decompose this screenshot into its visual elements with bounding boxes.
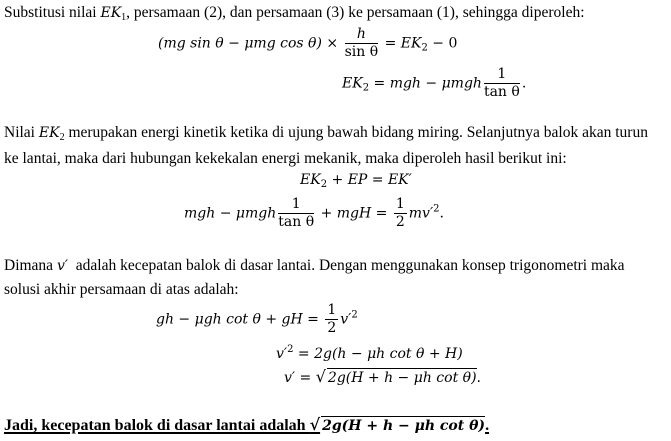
denominator: 2	[327, 320, 337, 336]
subscript: 2	[362, 82, 370, 94]
numerator: h	[345, 26, 379, 44]
denominator: 2	[395, 214, 405, 230]
denominator: tan θ	[278, 214, 315, 230]
equation-2	[342, 66, 526, 101]
paragraph-dimana-line2: solusi akhir persamaan di atas adalah:	[4, 281, 239, 298]
numerator: 1	[484, 66, 520, 84]
var-v-prime: v′	[56, 258, 69, 274]
equation-5	[156, 302, 358, 337]
eq-lhs: (mg sin θ − μmg cos θ) ×	[158, 35, 343, 52]
superscript: 2	[433, 203, 440, 215]
equation-1	[158, 26, 457, 61]
eq-rhs: = 2g(h − μh cot θ + H)	[293, 346, 463, 362]
fraction	[345, 26, 379, 61]
radicand: 2g(H + h − μh cot θ)	[322, 418, 486, 434]
conclusion	[4, 416, 489, 435]
superscript: 2	[351, 309, 358, 321]
subscript: 2	[320, 179, 328, 190]
text: Nilai	[4, 124, 39, 141]
text: , persamaan (2), dan persamaan (3) ke persamaan (1), sehingga diperoleh:	[126, 4, 585, 21]
fraction	[278, 196, 314, 231]
eq-lhs: gh − μgh cot θ + gH =	[156, 311, 324, 328]
text: Substitusi nilai	[4, 4, 101, 21]
fraction	[394, 196, 407, 231]
subscript: 2	[59, 132, 65, 143]
radicand: 2g(H + h − μh cot θ)	[327, 370, 477, 386]
text: adalah kecepatan balok di dasar lantai. Dengan menggunakan konsep trigonometri maka	[68, 257, 625, 274]
equation-3	[300, 171, 412, 194]
paragraph-substitution	[4, 4, 585, 27]
eq-rhs: = EK	[380, 35, 422, 52]
eq-lhs: EK	[300, 172, 321, 188]
paragraph-ek2-line2: ke lantai, maka dari hubungan kekekalan energi mekanik, maka diperoleh hasil berikut ini:	[4, 150, 567, 167]
period: .	[476, 370, 481, 386]
text: merupakan energi kinetik ketika di ujung bawah bidang miring. Selanjutnya balok akan turun	[64, 124, 648, 141]
equation-6	[276, 341, 463, 363]
eq-lhs: mgh − μmgh	[184, 205, 277, 222]
fraction	[325, 302, 338, 337]
eq-lhs: EK	[342, 75, 363, 92]
conclusion-text: Jadi, kecepatan balok di dasar lantai adalah	[4, 417, 310, 434]
equation-4	[184, 196, 444, 231]
eq-mid: + mgH =	[316, 205, 392, 222]
text: Dimana	[4, 257, 57, 274]
sqrt-icon: √	[315, 367, 326, 386]
numerator: 1	[395, 196, 405, 212]
period: .	[439, 205, 444, 222]
denominator: sin θ	[344, 44, 379, 60]
paragraph-dimana-line1	[4, 257, 625, 275]
var-ek: EK	[100, 5, 122, 21]
denominator: tan θ	[483, 84, 520, 100]
period: .	[485, 417, 490, 434]
numerator: 1	[327, 302, 337, 318]
eq-rhs: = mgh − μmgh	[369, 75, 482, 92]
fraction	[484, 66, 520, 101]
paragraph-ek2-line1	[4, 124, 648, 147]
eq-rhs-tail: − 0	[427, 35, 458, 52]
var-ek: EK	[38, 125, 60, 141]
eq-rhs: + EP = EK′	[327, 172, 412, 188]
sqrt-icon: √	[309, 415, 321, 434]
eq-rhs: v′	[340, 311, 352, 328]
eq-lhs: v′ =	[284, 370, 316, 386]
eq-rhs: mv′	[408, 205, 434, 222]
subscript: 1	[121, 12, 127, 23]
numerator: 1	[278, 196, 314, 214]
eq-lhs: v′	[276, 346, 288, 362]
period: .	[521, 75, 527, 92]
equation-7	[284, 368, 481, 387]
superscript: 2	[287, 344, 294, 355]
subscript: 2	[421, 42, 428, 54]
